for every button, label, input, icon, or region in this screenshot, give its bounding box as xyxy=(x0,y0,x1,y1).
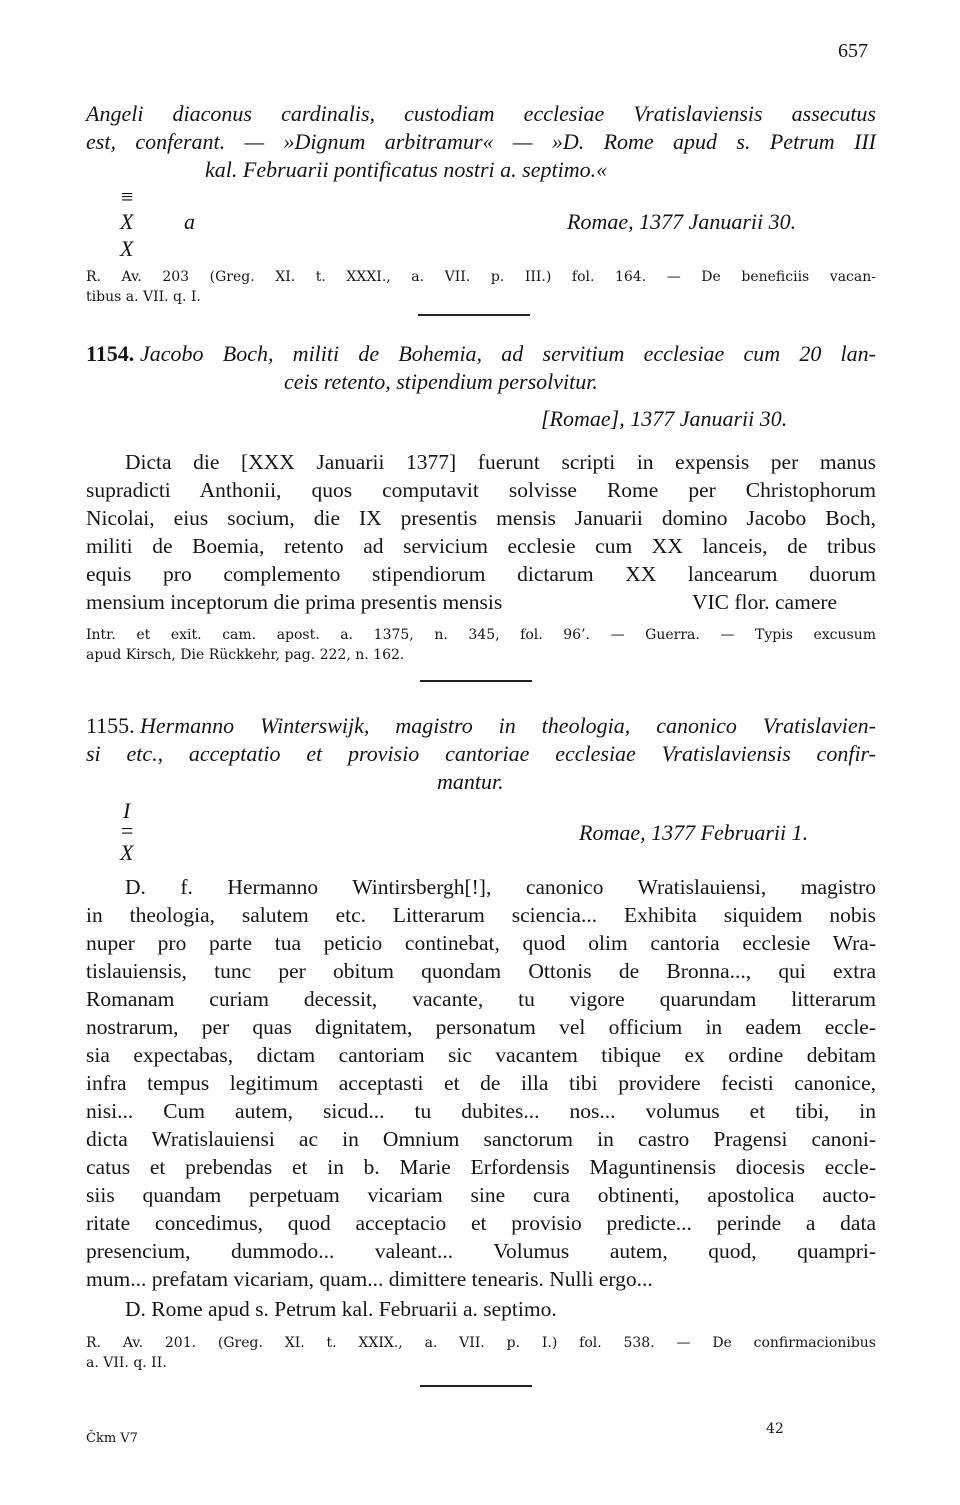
body-line: siis quandam perpetuam vicariam sine cura obtinenti, apostolica aucto- xyxy=(86,1183,876,1207)
mark-a: a xyxy=(184,209,195,234)
closing-line: D. Rome apud s. Petrum kal. Februarii a. septimo. xyxy=(125,1297,557,1321)
mark-eq: = xyxy=(121,818,134,843)
title-line: Jacobo Boch, militi de Bohemia, ad servitium ecclesiae cum 20 lan- xyxy=(140,341,876,366)
body-line: nostrarum, per quas dignitatem, personatum vel officium in eadem eccle- xyxy=(86,1015,876,1039)
body-line: presencium, dummodo... valeant... Volumus autem, quod, quampri- xyxy=(86,1239,876,1263)
body-line: Romanam curiam decessit, vacante, tu vigore quarundam litterarum xyxy=(86,987,876,1011)
sheet-number: 42 xyxy=(766,1421,784,1437)
entry-number: 1155. xyxy=(86,713,135,738)
body-line: equis pro complemento stipendiorum dictarum XX lancearum duorum xyxy=(86,562,876,586)
body-line: Nicolai, eius socium, die IX presentis mensis Januarii domino Jacobo Boch, xyxy=(86,506,876,530)
divider xyxy=(420,680,532,682)
mark-x: X xyxy=(120,236,134,261)
body-line: nisi... Cum autem, sicud... tu dubites... nos... volumus et tibi, in xyxy=(86,1099,876,1123)
body-line: D. f. Hermanno Wintirsbergh[!], canonico Wratislauiensi, magistro xyxy=(125,875,876,899)
page-number: 657 xyxy=(838,40,868,62)
title-line: mantur. xyxy=(437,769,504,794)
body-line: militi de Boemia, retento ad servicium ecclesie cum XX lanceis, de tribus xyxy=(86,534,876,558)
entry-number: 1154. xyxy=(86,341,135,366)
mark-triple-bar: ≡ xyxy=(121,184,134,209)
place-date: Romae, 1377 Januarii 30. xyxy=(567,209,797,234)
entry-heading xyxy=(86,340,134,367)
source-line: apud Kirsch, Die Rückkehr, pag. 222, n. 162. xyxy=(86,647,405,663)
place-date: [Romae], 1377 Januarii 30. xyxy=(541,406,788,431)
body-line: dicta Wratislauiensi ac in Omnium sanctorum in castro Pragensi canoni- xyxy=(86,1127,876,1151)
title-line: si etc., acceptatio et provisio cantoriae ecclesiae Vratislaviensis confir- xyxy=(86,741,876,766)
body-line: supradicti Anthonii, quos computavit solvisse Rome per Christophorum xyxy=(86,478,876,502)
divider xyxy=(420,1385,532,1387)
place-date: Romae, 1377 Februarii 1. xyxy=(579,820,809,845)
mark-i: I xyxy=(123,798,131,823)
body-line: mensium inceptorum die prima presentis mensis xyxy=(86,590,503,614)
text-line: kal. Februarii pontificatus nostri a. septimo.« xyxy=(205,157,608,182)
source-line: Intr. et exit. cam. apost. a. 1375, n. 345, fol. 96’. — Guerra. — Typis excusum xyxy=(86,627,876,643)
body-line: catus et prebendas et in b. Marie Erfordensis Maguntinensis diocesis eccle- xyxy=(86,1155,876,1179)
mark-x: X xyxy=(120,209,134,234)
text-line: est, conferant. — »Dignum arbitramur« — »D. Rome apud s. Petrum III xyxy=(86,129,876,154)
body-line: ritate concedimus, quod acceptacio et provisio predicte... perinde a data xyxy=(86,1211,876,1235)
body-line: in theologia, salutem etc. Litterarum sciencia... Exhibita siquidem nobis xyxy=(86,903,876,927)
body-line: infra tempus legitimum acceptasti et de illa tibi providere fecisti canonice, xyxy=(86,1071,876,1095)
text-line: Angeli diaconus cardinalis, custodiam ecclesiae Vratislaviensis assecutus xyxy=(86,101,876,126)
body-line: nuper pro parte tua peticio continebat, quod olim cantoria ecclesie Wra- xyxy=(86,931,876,955)
printer-signature: Čkm V7 xyxy=(86,1431,138,1446)
title-line: ceis retento, stipendium persolvitur. xyxy=(284,369,598,394)
mark-x: X xyxy=(120,840,134,865)
source-line: R. Av. 203 (Greg. XI. t. XXXI., a. VII. p. III.) fol. 164. — De beneficiis vacan- xyxy=(86,269,876,285)
divider xyxy=(418,314,530,316)
body-line: mum... prefatam vicariam, quam... dimittere tenearis. Nulli ergo... xyxy=(86,1267,653,1291)
entry-heading xyxy=(86,712,135,739)
source-line: a. VII. q. II. xyxy=(86,1355,167,1371)
body-line: tislauiensis, tunc per obitum quondam Ottonis de Bronna..., qui extra xyxy=(86,959,876,983)
body-line: sia expectabas, dictam cantoriam sic vacantem tibique ex ordine debitam xyxy=(86,1043,876,1067)
source-line: R. Av. 201. (Greg. XI. t. XXIX., a. VII. p. I.) fol. 538. — De confirmacionibus xyxy=(86,1335,876,1351)
body-line: Dicta die [XXX Januarii 1377] fuerunt scripti in expensis per manus xyxy=(125,450,876,474)
source-line: tibus a. VII. q. I. xyxy=(86,289,201,305)
title-line: Hermanno Winterswijk, magistro in theologia, canonico Vratislavien- xyxy=(140,713,876,738)
amount: VIC flor. camere xyxy=(692,590,838,614)
